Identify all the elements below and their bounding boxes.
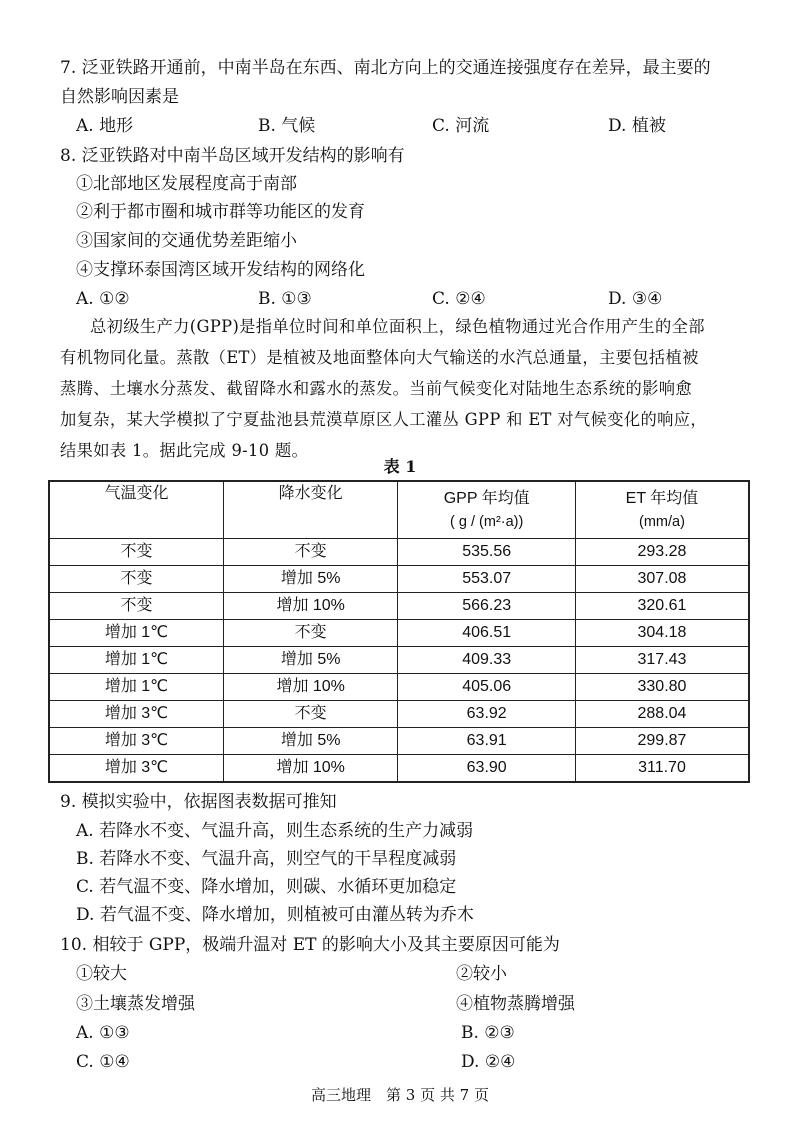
table-row: [49, 647, 749, 674]
table-header-row: [49, 481, 749, 539]
q8-item-3: ③国家间的交通优势差距缩小: [76, 231, 297, 251]
cell-gpp: 409.33: [398, 647, 576, 674]
cell-precipitation: 增加 5%: [223, 728, 397, 755]
header-et: [575, 481, 749, 539]
table-row: [49, 728, 749, 755]
cell-gpp: 406.51: [398, 620, 576, 647]
q8-option-c: C. ②④: [432, 289, 486, 309]
q7-options: [0, 112, 800, 140]
header-gpp-label: GPP 年均值: [443, 490, 530, 507]
q7-option-c: C. 河流: [432, 116, 490, 136]
cell-et: 330.80: [575, 674, 749, 701]
passage-line-5: 结果如表 1。据此完成 9-10 题。: [60, 441, 309, 460]
q10-item-3: ③土壤蒸发增强: [76, 994, 195, 1014]
q8-item-4: ④支撑环泰国湾区域开发结构的网络化: [76, 260, 365, 280]
q8-stem: 8. 泛亚铁路对中南半岛区域开发结构的影响有: [60, 146, 405, 166]
q10-option-b: B. ②③: [461, 1023, 515, 1043]
cell-gpp: 405.06: [398, 674, 576, 701]
q7-stem-line1: 7. 泛亚铁路开通前，中南半岛在东西、南北方向上的交通连接强度存在差异，最主要的: [60, 58, 711, 78]
passage-line-2: 有机物同化量。蒸散（ET）是植被及地面整体向大气输送的水汽总通量，主要包括植被: [60, 348, 699, 367]
q10-options-row2: [0, 1048, 800, 1076]
q9-option-b: B. 若降水不变、气温升高，则空气的干旱程度减弱: [76, 849, 457, 869]
cell-temperature: 不变: [49, 566, 223, 593]
cell-precipitation: 不变: [223, 620, 397, 647]
q7-option-d: D. 植被: [608, 116, 666, 136]
header-temperature-change: [49, 481, 223, 539]
passage-line-4: 加复杂，某大学模拟了宁夏盐池县荒漠草原区人工灌丛 GPP 和 ET 对气候变化的响应，: [60, 410, 707, 429]
header-et-label: ET 年均值: [625, 490, 699, 507]
header-temperature-label: 气温变化: [104, 485, 169, 502]
cell-et: 293.28: [575, 539, 749, 566]
passage-line-3: 蒸腾、土壤水分蒸发、截留降水和露水的蒸发。当前气候变化对陆地生态系统的影响愈: [60, 379, 692, 398]
q9-option-c: C. 若气温不变、降水增加，则碳、水循环更加稳定: [76, 877, 457, 897]
passage-line-1: 总初级生产力(GPP)是指单位时间和单位面积上，绿色植物通过光合作用产生的全部: [90, 317, 705, 336]
header-gpp-unit: ( g / (m²·a)): [450, 514, 524, 530]
q10-item-4: ④植物蒸腾增强: [456, 994, 575, 1014]
q10-item-2: ②较小: [456, 964, 507, 984]
cell-gpp: 553.07: [398, 566, 576, 593]
cell-temperature: 增加 3℃: [49, 728, 223, 755]
table-row: [49, 701, 749, 728]
q8-option-b: B. ①③: [258, 289, 312, 309]
cell-et: 311.70: [575, 755, 749, 783]
q8-options: [0, 285, 800, 313]
q10-item-1: ①较大: [76, 964, 127, 984]
q7-option-a: A. 地形: [76, 116, 134, 136]
cell-et: 288.04: [575, 701, 749, 728]
data-table: [48, 480, 750, 783]
table-caption: 表 1: [383, 457, 417, 476]
cell-precipitation: 增加 5%: [223, 647, 397, 674]
cell-gpp: 63.92: [398, 701, 576, 728]
cell-et: 320.61: [575, 593, 749, 620]
cell-gpp: 566.23: [398, 593, 576, 620]
q8-option-a: A. ①②: [76, 289, 130, 309]
cell-temperature: 增加 1℃: [49, 647, 223, 674]
q8-option-d: D. ③④: [608, 289, 663, 309]
q8-item-2: ②利于都市圈和城市群等功能区的发育: [76, 202, 365, 222]
q10-items-row2: [0, 990, 800, 1018]
cell-et: 317.43: [575, 647, 749, 674]
cell-gpp: 63.90: [398, 755, 576, 783]
table-row: [49, 755, 749, 783]
header-et-unit: (mm/a): [639, 514, 685, 530]
q10-stem: 10. 相较于 GPP，极端升温对 ET 的影响大小及其主要原因可能为: [60, 935, 560, 955]
header-precipitation-change: [223, 481, 397, 539]
cell-et: 304.18: [575, 620, 749, 647]
cell-gpp: 535.56: [398, 539, 576, 566]
q8-item-1: ①北部地区发展程度高于南部: [76, 174, 297, 194]
cell-temperature: 增加 3℃: [49, 755, 223, 783]
cell-precipitation: 不变: [223, 701, 397, 728]
q7-option-b: B. 气候: [258, 116, 316, 136]
q10-option-d: D. ②④: [461, 1052, 516, 1072]
header-precipitation-label: 降水变化: [278, 485, 343, 502]
cell-precipitation: 增加 10%: [223, 755, 397, 783]
table-row: [49, 620, 749, 647]
cell-et: 307.08: [575, 566, 749, 593]
q9-option-a: A. 若降水不变、气温升高，则生态系统的生产力减弱: [76, 821, 474, 841]
header-gpp: [398, 481, 576, 539]
page-footer: 高三地理 第 3 页 共 7 页: [311, 1086, 489, 1104]
cell-precipitation: 增加 5%: [223, 566, 397, 593]
cell-temperature: 增加 1℃: [49, 674, 223, 701]
cell-temperature: 增加 3℃: [49, 701, 223, 728]
q10-option-a: A. ①③: [76, 1023, 130, 1043]
q7-stem-line2: 自然影响因素是: [60, 87, 179, 107]
table-row: [49, 539, 749, 566]
cell-gpp: 63.91: [398, 728, 576, 755]
cell-temperature: 增加 1℃: [49, 620, 223, 647]
q9-stem: 9. 模拟实验中，依据图表数据可推知: [60, 792, 337, 812]
cell-et: 299.87: [575, 728, 749, 755]
table-row: [49, 566, 749, 593]
cell-temperature: 不变: [49, 593, 223, 620]
cell-precipitation: 不变: [223, 539, 397, 566]
cell-precipitation: 增加 10%: [223, 593, 397, 620]
reading-passage: [60, 311, 750, 466]
q9-option-d: D. 若气温不变、降水增加，则植被可由灌丛转为乔木: [76, 905, 474, 925]
table-row: [49, 593, 749, 620]
cell-temperature: 不变: [49, 539, 223, 566]
cell-precipitation: 增加 10%: [223, 674, 397, 701]
q10-options-row1: [0, 1019, 800, 1047]
table-row: [49, 674, 749, 701]
q10-option-c: C. ①④: [76, 1052, 130, 1072]
q10-items-row1: [0, 960, 800, 988]
